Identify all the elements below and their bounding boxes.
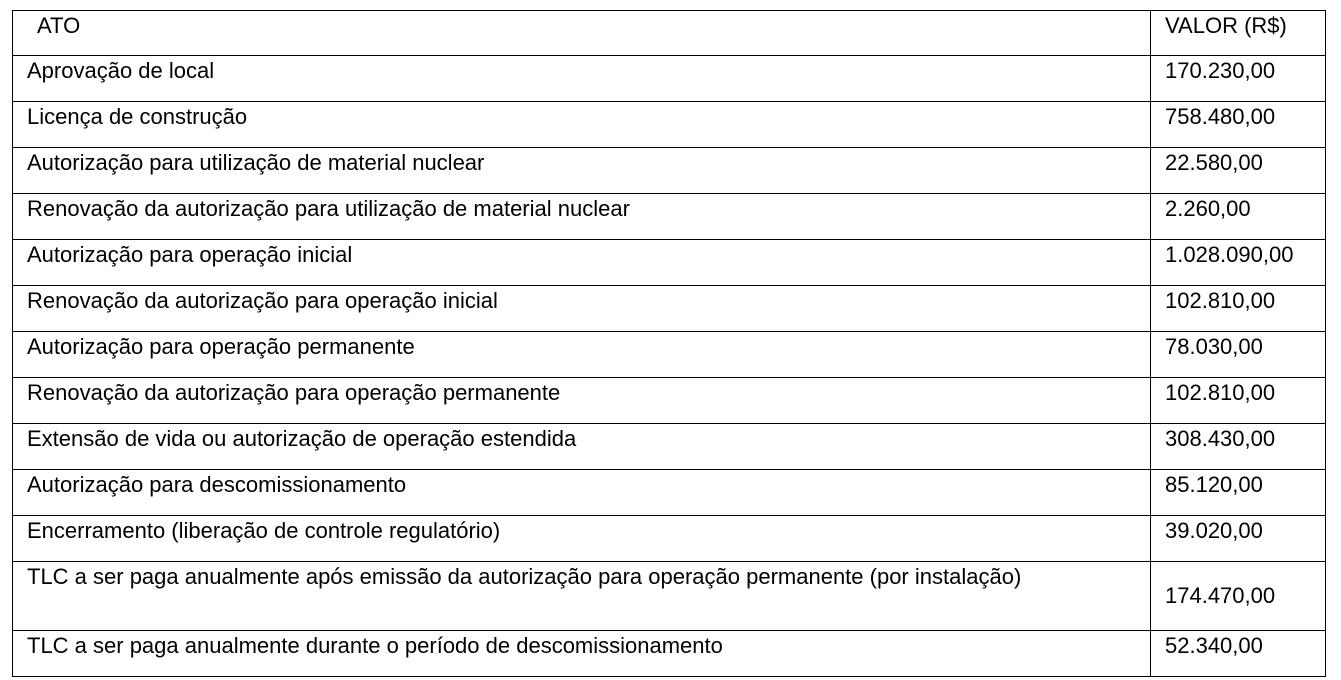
table-row [13,631,1326,677]
ato-text: Extensão de vida ou autorização de operação estendida [27,426,577,451]
table-row [13,240,1326,286]
table-row [13,102,1326,148]
valor-cell [1151,424,1326,470]
valor-text: 22.580,00 [1165,150,1263,175]
ato-cell [13,516,1151,562]
valor-text: 102.810,00 [1165,288,1276,313]
header-ato-label: ATO [37,13,81,38]
ato-cell [13,470,1151,516]
valor-cell [1151,240,1326,286]
valor-cell [1151,286,1326,332]
valor-text: 308.430,00 [1165,426,1276,451]
valor-cell [1151,148,1326,194]
table-row [13,194,1326,240]
valor-text: 1.028.090,00 [1165,242,1294,267]
ato-cell [13,194,1151,240]
valor-text: 758.480,00 [1165,104,1276,129]
ato-text: TLC a ser paga anualmente durante o período de descomissionamento [27,633,723,658]
valor-cell [1151,470,1326,516]
fee-table [12,10,1326,677]
ato-cell [13,332,1151,378]
valor-cell [1151,562,1326,631]
ato-text: Renovação da autorização para operação inicial [27,288,498,313]
table-header-row [13,11,1326,56]
valor-cell [1151,332,1326,378]
header-valor-label: VALOR (R$) [1165,13,1287,38]
ato-text: TLC a ser paga anualmente após emissão da autorização para operação permanente (por instalação) [27,564,1022,589]
table-row [13,286,1326,332]
table-row [13,470,1326,516]
table-row [13,148,1326,194]
valor-cell [1151,194,1326,240]
ato-cell [13,102,1151,148]
table-row [13,56,1326,102]
ato-cell [13,240,1151,286]
valor-text: 52.340,00 [1165,633,1263,658]
valor-text: 102.810,00 [1165,380,1276,405]
ato-cell [13,424,1151,470]
ato-cell [13,562,1151,631]
table-row [13,562,1326,631]
table-row [13,378,1326,424]
valor-text: 174.470,00 [1165,583,1276,608]
table-row [13,516,1326,562]
ato-cell [13,56,1151,102]
ato-text: Encerramento (liberação de controle regulatório) [27,518,501,543]
valor-text: 78.030,00 [1165,334,1263,359]
ato-text: Licença de construção [27,104,248,129]
header-valor-cell [1151,11,1326,56]
valor-cell [1151,631,1326,677]
ato-text: Renovação da autorização para utilização de material nuclear [27,196,630,221]
valor-cell [1151,378,1326,424]
ato-cell [13,631,1151,677]
valor-cell [1151,56,1326,102]
ato-text: Autorização para descomissionamento [27,472,407,497]
valor-text: 85.120,00 [1165,472,1263,497]
ato-text: Autorização para operação inicial [27,242,353,267]
valor-text: 39.020,00 [1165,518,1263,543]
ato-cell [13,148,1151,194]
ato-text: Renovação da autorização para operação permanente [27,380,561,405]
valor-cell [1151,516,1326,562]
ato-text: Autorização para operação permanente [27,334,415,359]
ato-cell [13,286,1151,332]
valor-text: 2.260,00 [1165,196,1251,221]
table-row [13,424,1326,470]
ato-cell [13,378,1151,424]
valor-cell [1151,102,1326,148]
ato-text: Autorização para utilização de material nuclear [27,150,485,175]
ato-text: Aprovação de local [27,58,215,83]
header-ato-cell [13,11,1151,56]
valor-text: 170.230,00 [1165,58,1276,83]
table-row [13,332,1326,378]
